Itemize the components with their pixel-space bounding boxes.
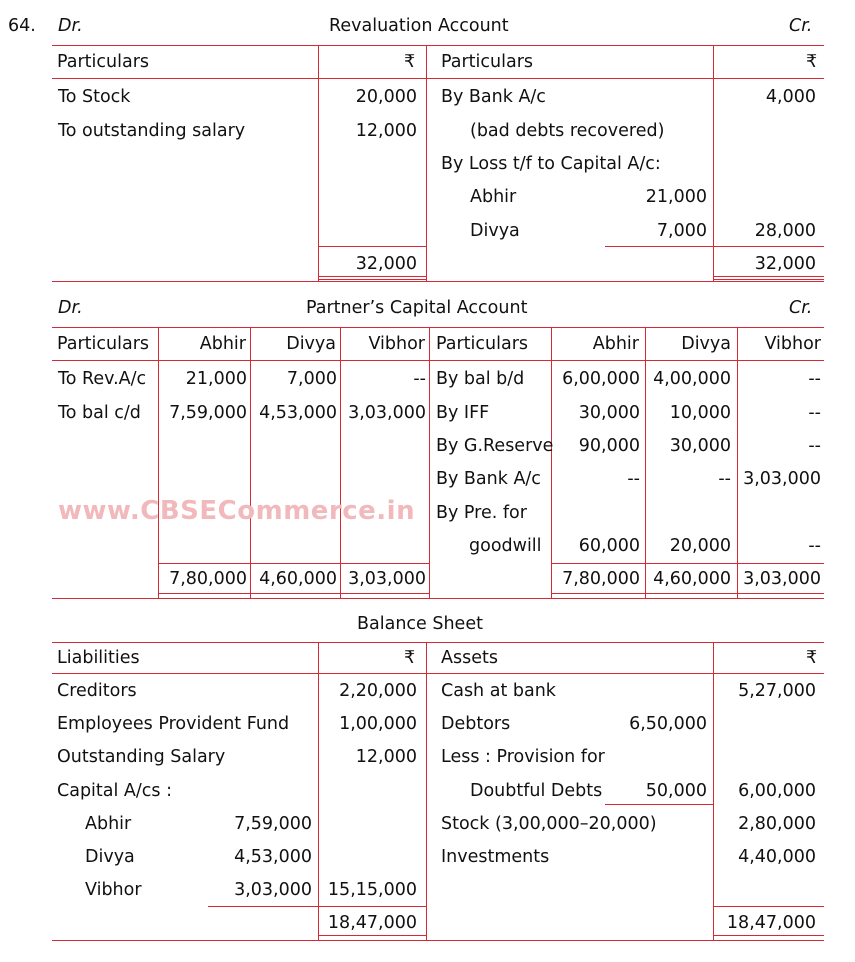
cap-header-vibhor: Vibhor (368, 334, 425, 354)
bs-liability-inner: 4,53,000 (234, 847, 312, 867)
cap-total-vibhor: 3,03,000 (743, 569, 821, 589)
bs-asset-amount: 6,00,000 (738, 781, 816, 801)
bs-liability-label: Capital A/cs : (57, 781, 172, 801)
bs-total-left: 18,47,000 (327, 913, 417, 933)
cap-dr-label: Dr. (58, 298, 83, 318)
cap-credit-divya: -- (718, 469, 731, 489)
rev-credit-label: By Loss t/f to Capital A/c: (441, 154, 661, 174)
bs-liability-amount: 1,00,000 (339, 714, 417, 734)
bs-asset-label: Cash at bank (441, 681, 556, 701)
bs-liability-label: Abhir (85, 814, 132, 834)
rev-title: Revaluation Account (329, 16, 509, 36)
rev-header-rule (52, 78, 824, 79)
cap-credit-abhir: 90,000 (578, 436, 640, 456)
rev-cr-label: Cr. (789, 16, 813, 36)
bs-asset-label: Less : Provision for (441, 747, 605, 767)
bs-asset-label: Investments (441, 847, 550, 867)
cap-header-rule (52, 360, 824, 361)
cap-total-rule (158, 593, 429, 594)
cap-credit-label: By Pre. for (436, 503, 527, 523)
bs-asset-inner: 6,50,000 (629, 714, 707, 734)
bs-asset-amount: 2,80,000 (738, 814, 816, 834)
bs-total-rule (318, 935, 426, 936)
rev-credit-label: Divya (470, 221, 520, 241)
rev-debit-amount: 20,000 (355, 87, 417, 107)
rev-header-rupee: ₹ (806, 52, 818, 72)
bs-subtotal-rule (208, 906, 318, 907)
rev-credit-label: (bad debts recovered) (470, 121, 665, 141)
cap-header-divya: Divya (681, 334, 731, 354)
bs-subtotal-rule (605, 804, 713, 805)
bs-mid-divider (426, 642, 427, 941)
bs-asset-inner: 50,000 (645, 781, 707, 801)
cap-total-abhir: 7,80,000 (169, 569, 247, 589)
cap-credit-abhir: 60,000 (578, 536, 640, 556)
bs-header-rupee: ₹ (404, 648, 416, 668)
rev-total-rule (713, 276, 824, 277)
cap-header-vibhor: Vibhor (764, 334, 821, 354)
cap-credit-abhir: 6,00,000 (562, 369, 640, 389)
cap-credit-divya: 10,000 (669, 403, 731, 423)
rev-header-particulars: Particulars (441, 52, 534, 72)
cap-col-divider (645, 327, 646, 598)
bs-asset-amount: 5,27,000 (738, 681, 816, 701)
bs-liability-label: Vibhor (85, 880, 142, 900)
cap-credit-label: By IFF (436, 403, 490, 423)
bs-header-rule (52, 673, 824, 674)
rev-dr-label: Dr. (58, 16, 83, 36)
cap-total-rule (158, 563, 429, 564)
cap-title: Partner’s Capital Account (306, 298, 528, 318)
rev-subtotal-rule (605, 246, 713, 247)
rev-total-rule (713, 279, 824, 280)
bs-header-assets: Assets (441, 648, 498, 668)
bs-liability-amount: 2,20,000 (339, 681, 417, 701)
cap-credit-label: By G.Reserve (436, 436, 554, 456)
bs-liability-inner: 3,03,000 (234, 880, 312, 900)
cap-debit-divya: 4,53,000 (259, 403, 337, 423)
cap-credit-divya: 4,00,000 (653, 369, 731, 389)
cap-header-abhir: Abhir (199, 334, 246, 354)
cap-debit-abhir: 21,000 (185, 369, 247, 389)
rev-total-left: 32,000 (355, 254, 417, 274)
cap-total-rule (551, 593, 824, 594)
rev-total-rule (713, 246, 824, 247)
rev-total-rule (318, 246, 426, 247)
rev-debit-amount: 12,000 (355, 121, 417, 141)
cap-credit-abhir: -- (627, 469, 640, 489)
rev-credit-amount: 4,000 (765, 87, 816, 107)
cap-total-rule (551, 563, 824, 564)
bs-top-rule (52, 642, 824, 643)
cap-total-abhir: 7,80,000 (562, 569, 640, 589)
rev-total-rule (318, 276, 426, 277)
rev-mid-divider (426, 45, 427, 281)
cap-bottom-rule (52, 598, 824, 599)
bs-asset-label: Stock (3,00,000–20,000) (441, 814, 657, 834)
bs-total-rule (318, 906, 426, 907)
cap-debit-vibhor: 3,03,000 (348, 403, 426, 423)
cap-credit-abhir: 30,000 (578, 403, 640, 423)
bs-asset-amount: 4,40,000 (738, 847, 816, 867)
rev-header-particulars: Particulars (57, 52, 150, 72)
cap-credit-vibhor: -- (808, 536, 821, 556)
cap-col-divider (737, 327, 738, 598)
bs-liability-label: Outstanding Salary (57, 747, 226, 767)
cap-credit-vibhor: -- (808, 403, 821, 423)
rev-credit-label: Abhir (470, 187, 517, 207)
cap-credit-label: By Bank A/c (436, 469, 541, 489)
cap-header-abhir: Abhir (592, 334, 639, 354)
cap-header-particulars: Particulars (57, 334, 150, 354)
cap-debit-label: To bal c/d (58, 403, 141, 423)
cap-credit-vibhor: 3,03,000 (743, 469, 821, 489)
cap-credit-label: By bal b/d (436, 369, 525, 389)
bs-header-liabilities: Liabilities (57, 648, 140, 668)
rev-debit-label: To outstanding salary (58, 121, 246, 141)
cap-debit-label: To Rev.A/c (58, 369, 147, 389)
cap-mid-divider (429, 327, 430, 598)
bs-liability-label: Employees Provident Fund (57, 714, 290, 734)
rev-credit-inner: 21,000 (645, 187, 707, 207)
rev-bottom-rule (52, 281, 824, 282)
cap-credit-vibhor: -- (808, 436, 821, 456)
rev-top-rule (52, 45, 824, 46)
cap-total-divya: 4,60,000 (259, 569, 337, 589)
cap-credit-label: goodwill (469, 536, 542, 556)
rev-debit-label: To Stock (58, 87, 131, 107)
question-number: 64. (8, 16, 36, 36)
cap-col-divider (551, 327, 552, 598)
cap-credit-vibhor: -- (808, 369, 821, 389)
cap-top-rule (52, 327, 824, 328)
bs-title: Balance Sheet (357, 614, 483, 634)
cap-total-vibhor: 3,03,000 (348, 569, 426, 589)
bs-liability-label: Divya (85, 847, 135, 867)
cap-debit-divya: 7,000 (286, 369, 337, 389)
cap-debit-abhir: 7,59,000 (169, 403, 247, 423)
cap-header-particulars: Particulars (436, 334, 529, 354)
bs-bottom-rule (52, 940, 824, 941)
cap-credit-divya: 20,000 (669, 536, 731, 556)
bs-liability-inner: 7,59,000 (234, 814, 312, 834)
rev-credit-inner: 7,000 (656, 221, 707, 241)
bs-total-rule (713, 906, 824, 907)
cap-debit-vibhor: -- (413, 369, 426, 389)
cap-col-divider (250, 327, 251, 598)
rev-credit-amount: 28,000 (754, 221, 816, 241)
rev-credit-label: By Bank A/c (441, 87, 546, 107)
bs-liability-amount: 15,15,000 (327, 880, 417, 900)
cap-header-divya: Divya (286, 334, 336, 354)
cap-col-divider (158, 327, 159, 598)
bs-total-right: 18,47,000 (726, 913, 816, 933)
bs-liability-amount: 12,000 (355, 747, 417, 767)
rev-total-rule (318, 279, 426, 280)
cap-credit-divya: 30,000 (669, 436, 731, 456)
bs-asset-label: Doubtful Debts (470, 781, 603, 801)
cap-col-divider (340, 327, 341, 598)
rev-header-rupee: ₹ (404, 52, 416, 72)
cap-cr-label: Cr. (789, 298, 813, 318)
rev-total-right: 32,000 (754, 254, 816, 274)
bs-liability-label: Creditors (57, 681, 137, 701)
bs-total-rule (713, 935, 824, 936)
watermark: www.CBSECommerce.in (58, 496, 416, 526)
bs-asset-label: Debtors (441, 714, 511, 734)
cap-total-divya: 4,60,000 (653, 569, 731, 589)
bs-header-rupee: ₹ (806, 648, 818, 668)
